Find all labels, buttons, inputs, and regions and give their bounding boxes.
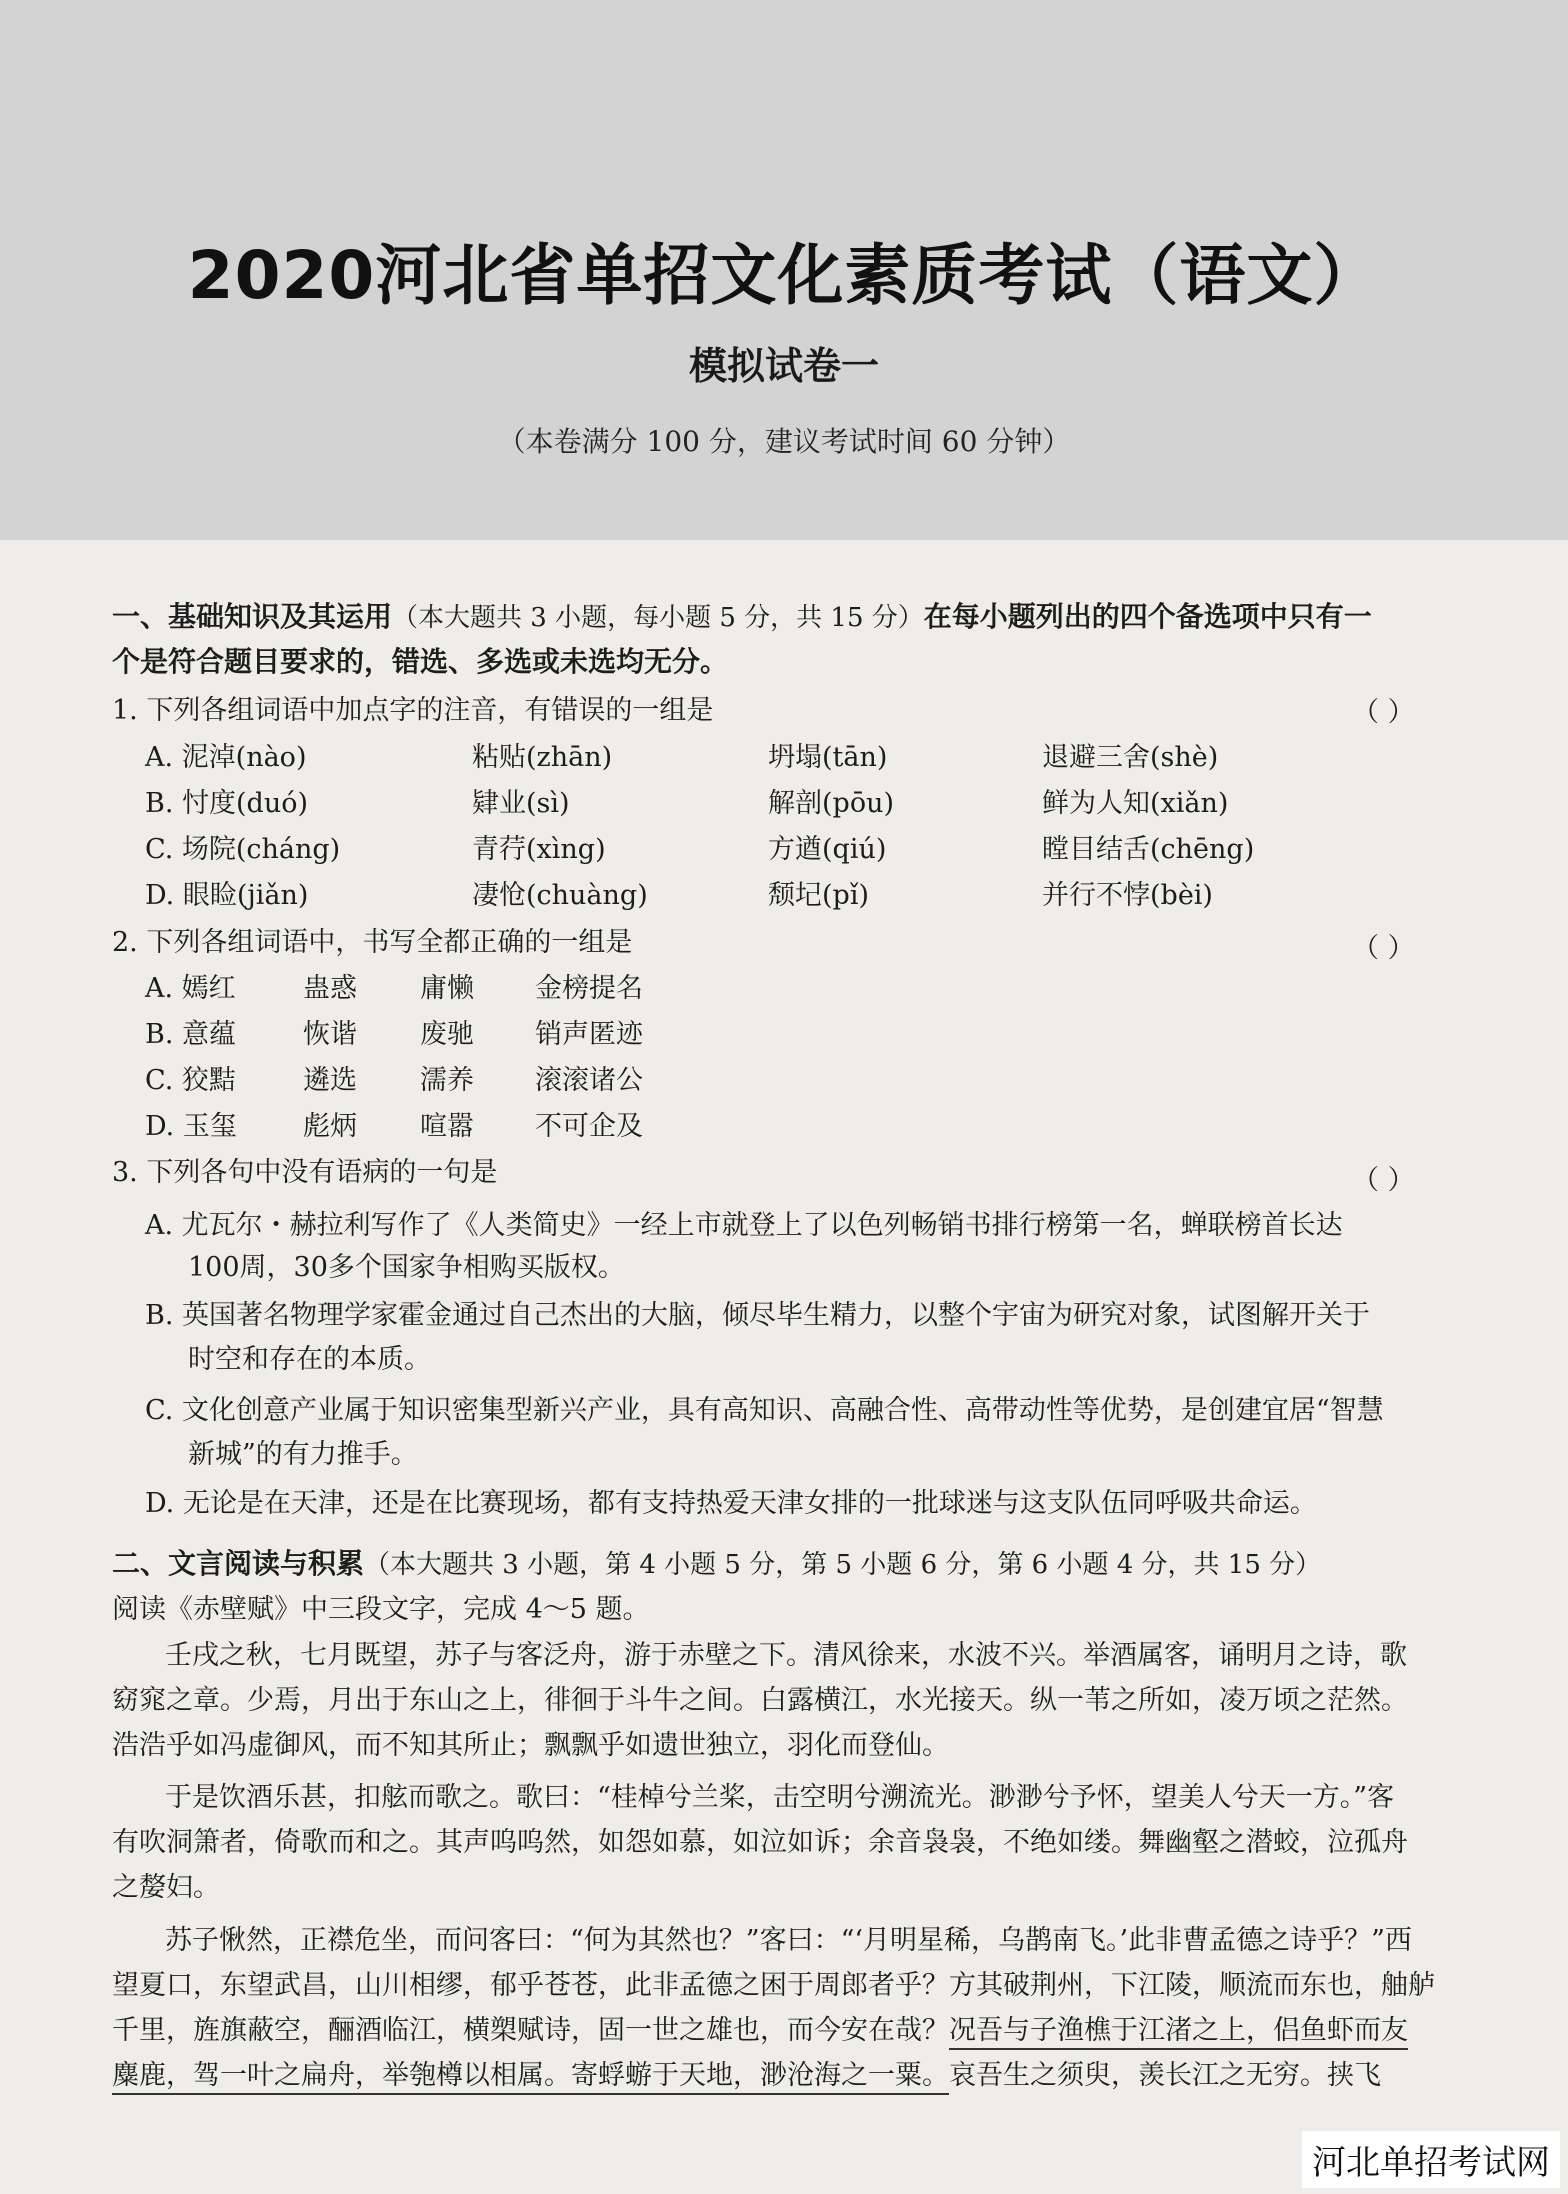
q2-option-b-2: 恢谐	[303, 1019, 357, 1050]
q2-option-c-2: 遴选	[303, 1065, 357, 1096]
q2-option-c-3: 濡养	[420, 1065, 474, 1096]
q2-option-d-3: 喧嚣	[420, 1111, 474, 1142]
section2-heading	[112, 1542, 1321, 1582]
section1-scoring: （本大题共 3 小题，每小题 5 分，共 15 分）	[392, 603, 924, 633]
q1-option-c-3: 方遒(qiú)	[768, 834, 887, 865]
site-watermark: 河北单招考试网	[1302, 2131, 1560, 2188]
q2-option-a-1: A. 嫣红	[145, 973, 236, 1004]
passage-p3-underlined-end: 麋鹿，驾一叶之扁舟，举匏樽以相属。寄蜉蝣于天地，渺沧海之一粟。	[112, 2060, 949, 2095]
q1-option-d-1: D. 眼睑(jiǎn)	[145, 880, 309, 911]
q3-stem: 3. 下列各句中没有语病的一句是	[112, 1157, 498, 1188]
exam-subtitle: 模拟试卷一	[688, 344, 879, 388]
q2-option-a-2: 蛊惑	[303, 973, 357, 1004]
exam-title: 2020河北省单招文化素质考试（语文）	[187, 237, 1381, 314]
q2-option-b-4: 销声匿迹	[535, 1019, 643, 1050]
q3-option-d: D. 无论是在天津，还是在比赛现场，都有支持热爱天津女排的一批球迷与这支队伍同呼吸共命运。	[145, 1488, 1317, 1519]
passage-p2-line1: 于是饮酒乐甚，扣舷而歌之。歌曰：“桂棹兮兰桨，击空明兮溯流光。渺渺兮予怀，望美人兮天一方。”客	[165, 1782, 1395, 1813]
passage-p3-line3-plain: 千里，旌旗蔽空，酾酒临江，横槊赋诗，固一世之雄也，而今安在哉？	[112, 2015, 949, 2046]
q2-option-b-3: 废驰	[420, 1019, 474, 1050]
q2-option-c-1: C. 狡黠	[145, 1065, 236, 1096]
q3-option-c-line2: 新城”的有力推手。	[188, 1439, 418, 1470]
q2-option-c-4: 滚滚诸公	[535, 1065, 643, 1096]
q1-option-a-2: 粘贴(zhān)	[472, 742, 613, 773]
section1-instruction: 在每小题列出的四个备选项中只有一	[923, 600, 1372, 633]
q2-option-b-1: B. 意蕴	[145, 1019, 237, 1050]
q2-option-a-3: 庸懒	[420, 973, 474, 1004]
passage-p3-line1: 苏子愀然，正襟危坐，而问客曰：“何为其然也？”客曰：“‘月明星稀，乌鹊南飞。’此非曹孟德之诗乎？”西	[165, 1925, 1412, 1956]
q1-option-d-3: 颓圮(pǐ)	[768, 880, 869, 911]
q1-option-d-2: 凄怆(chuàng)	[472, 880, 648, 911]
passage-p1-line1: 壬戌之秋，七月既望，苏子与客泛舟，游于赤壁之下。清风徐来，水波不兴。举酒属客，诵明月之诗，歌	[165, 1640, 1407, 1671]
q3-option-a-line2: 100周，30多个国家争相购买版权。	[188, 1252, 625, 1283]
section1-heading	[112, 595, 1372, 635]
q1-option-c-4: 瞠目结舌(chēng)	[1042, 834, 1255, 865]
reading-intro: 阅读《赤壁赋》中三段文字，完成 4～5 题。	[112, 1594, 650, 1625]
q2-option-d-4: 不可企及	[535, 1111, 643, 1142]
section2-scoring: （本大题共 3 小题，第 4 小题 5 分，第 5 小题 6 分，第 6 小题 4 分，共 15 分）	[364, 1550, 1322, 1580]
section1-heading-line2: 个是符合题目要求的，错选、多选或未选均无分。	[112, 645, 729, 678]
section1-title: 一、基础知识及其运用	[112, 600, 393, 633]
q1-option-b-3: 解剖(pōu)	[768, 788, 894, 819]
q1-option-b-2: 肄业(sì)	[472, 788, 570, 819]
q1-answer-bracket: （ ）	[1352, 697, 1415, 728]
q3-answer-bracket: （ ）	[1352, 1165, 1415, 1196]
passage-p2-line2: 有吹洞箫者，倚歌而和之。其声呜呜然，如怨如慕，如泣如诉；余音袅袅，不绝如缕。舞幽壑之潜蛟，泣孤舟	[112, 1827, 1408, 1858]
passage-p3-underlined-start: 况吾与子渔樵于江渚之上，侣鱼虾而友	[949, 2015, 1408, 2050]
passage-p1-line2: 窈窕之章。少焉，月出于东山之上，徘徊于斗牛之间。白露横江，水光接天。纵一苇之所如，凌万顷之茫然。	[112, 1685, 1408, 1716]
passage-p3-line2: 望夏口，东望武昌，山川相缪，郁乎苍苍，此非孟德之困于周郎者乎？方其破荆州，下江陵，顺流而东也，舳舻	[112, 1970, 1435, 2001]
q2-option-a-4: 金榜提名	[535, 973, 643, 1004]
q1-option-c-2: 青荇(xìng)	[472, 834, 606, 865]
q3-option-c-line1: C. 文化创意产业属于知识密集型新兴产业，具有高知识、高融合性、高带动性等优势，是创建宜居“智慧	[145, 1395, 1384, 1426]
q1-option-a-1: A. 泥淖(nào)	[145, 742, 307, 773]
q2-option-d-2: 彪炳	[303, 1111, 357, 1142]
q1-option-c-1: C. 场院(cháng)	[145, 834, 341, 865]
q1-option-a-3: 坍塌(tān)	[768, 742, 888, 773]
exam-note: （本卷满分 100 分，建议考试时间 60 分钟）	[497, 425, 1071, 458]
q3-option-b-line1: B. 英国著名物理学家霍金通过自己杰出的大脑，倾尽毕生精力，以整个宇宙为研究对象，试图解开关于	[145, 1300, 1371, 1331]
q2-stem: 2. 下列各组词语中，书写全都正确的一组是	[112, 927, 633, 958]
q1-stem: 1. 下列各组词语中加点字的注音，有错误的一组是	[112, 695, 714, 726]
section2-title: 二、文言阅读与积累	[112, 1547, 365, 1580]
passage-p2-line3: 之嫠妇。	[112, 1872, 220, 1903]
passage-p3-line4	[112, 2053, 1381, 2092]
q1-option-a-4: 退避三舍(shè)	[1042, 742, 1219, 773]
passage-p3-line4-plain: 哀吾生之须臾，羡长江之无穷。挟飞	[949, 2060, 1381, 2091]
q1-option-d-4: 并行不悖(bèi)	[1042, 880, 1213, 911]
q3-option-a-line1: A. 尤瓦尔・赫拉利写作了《人类简史》一经上市就登上了以色列畅销书排行榜第一名，蝉联榜首长达	[145, 1210, 1343, 1241]
q2-answer-bracket: （ ）	[1352, 933, 1415, 964]
q1-option-b-1: B. 忖度(duó)	[145, 788, 309, 819]
passage-p1-line3: 浩浩乎如冯虚御风，而不知其所止；飘飘乎如遗世独立，羽化而登仙。	[112, 1730, 949, 1761]
passage-p3-line3	[112, 2008, 1408, 2047]
q2-option-d-1: D. 玉玺	[145, 1111, 237, 1142]
q3-option-b-line2: 时空和存在的本质。	[188, 1344, 431, 1375]
q1-option-b-4: 鲜为人知(xiǎn)	[1042, 788, 1229, 819]
